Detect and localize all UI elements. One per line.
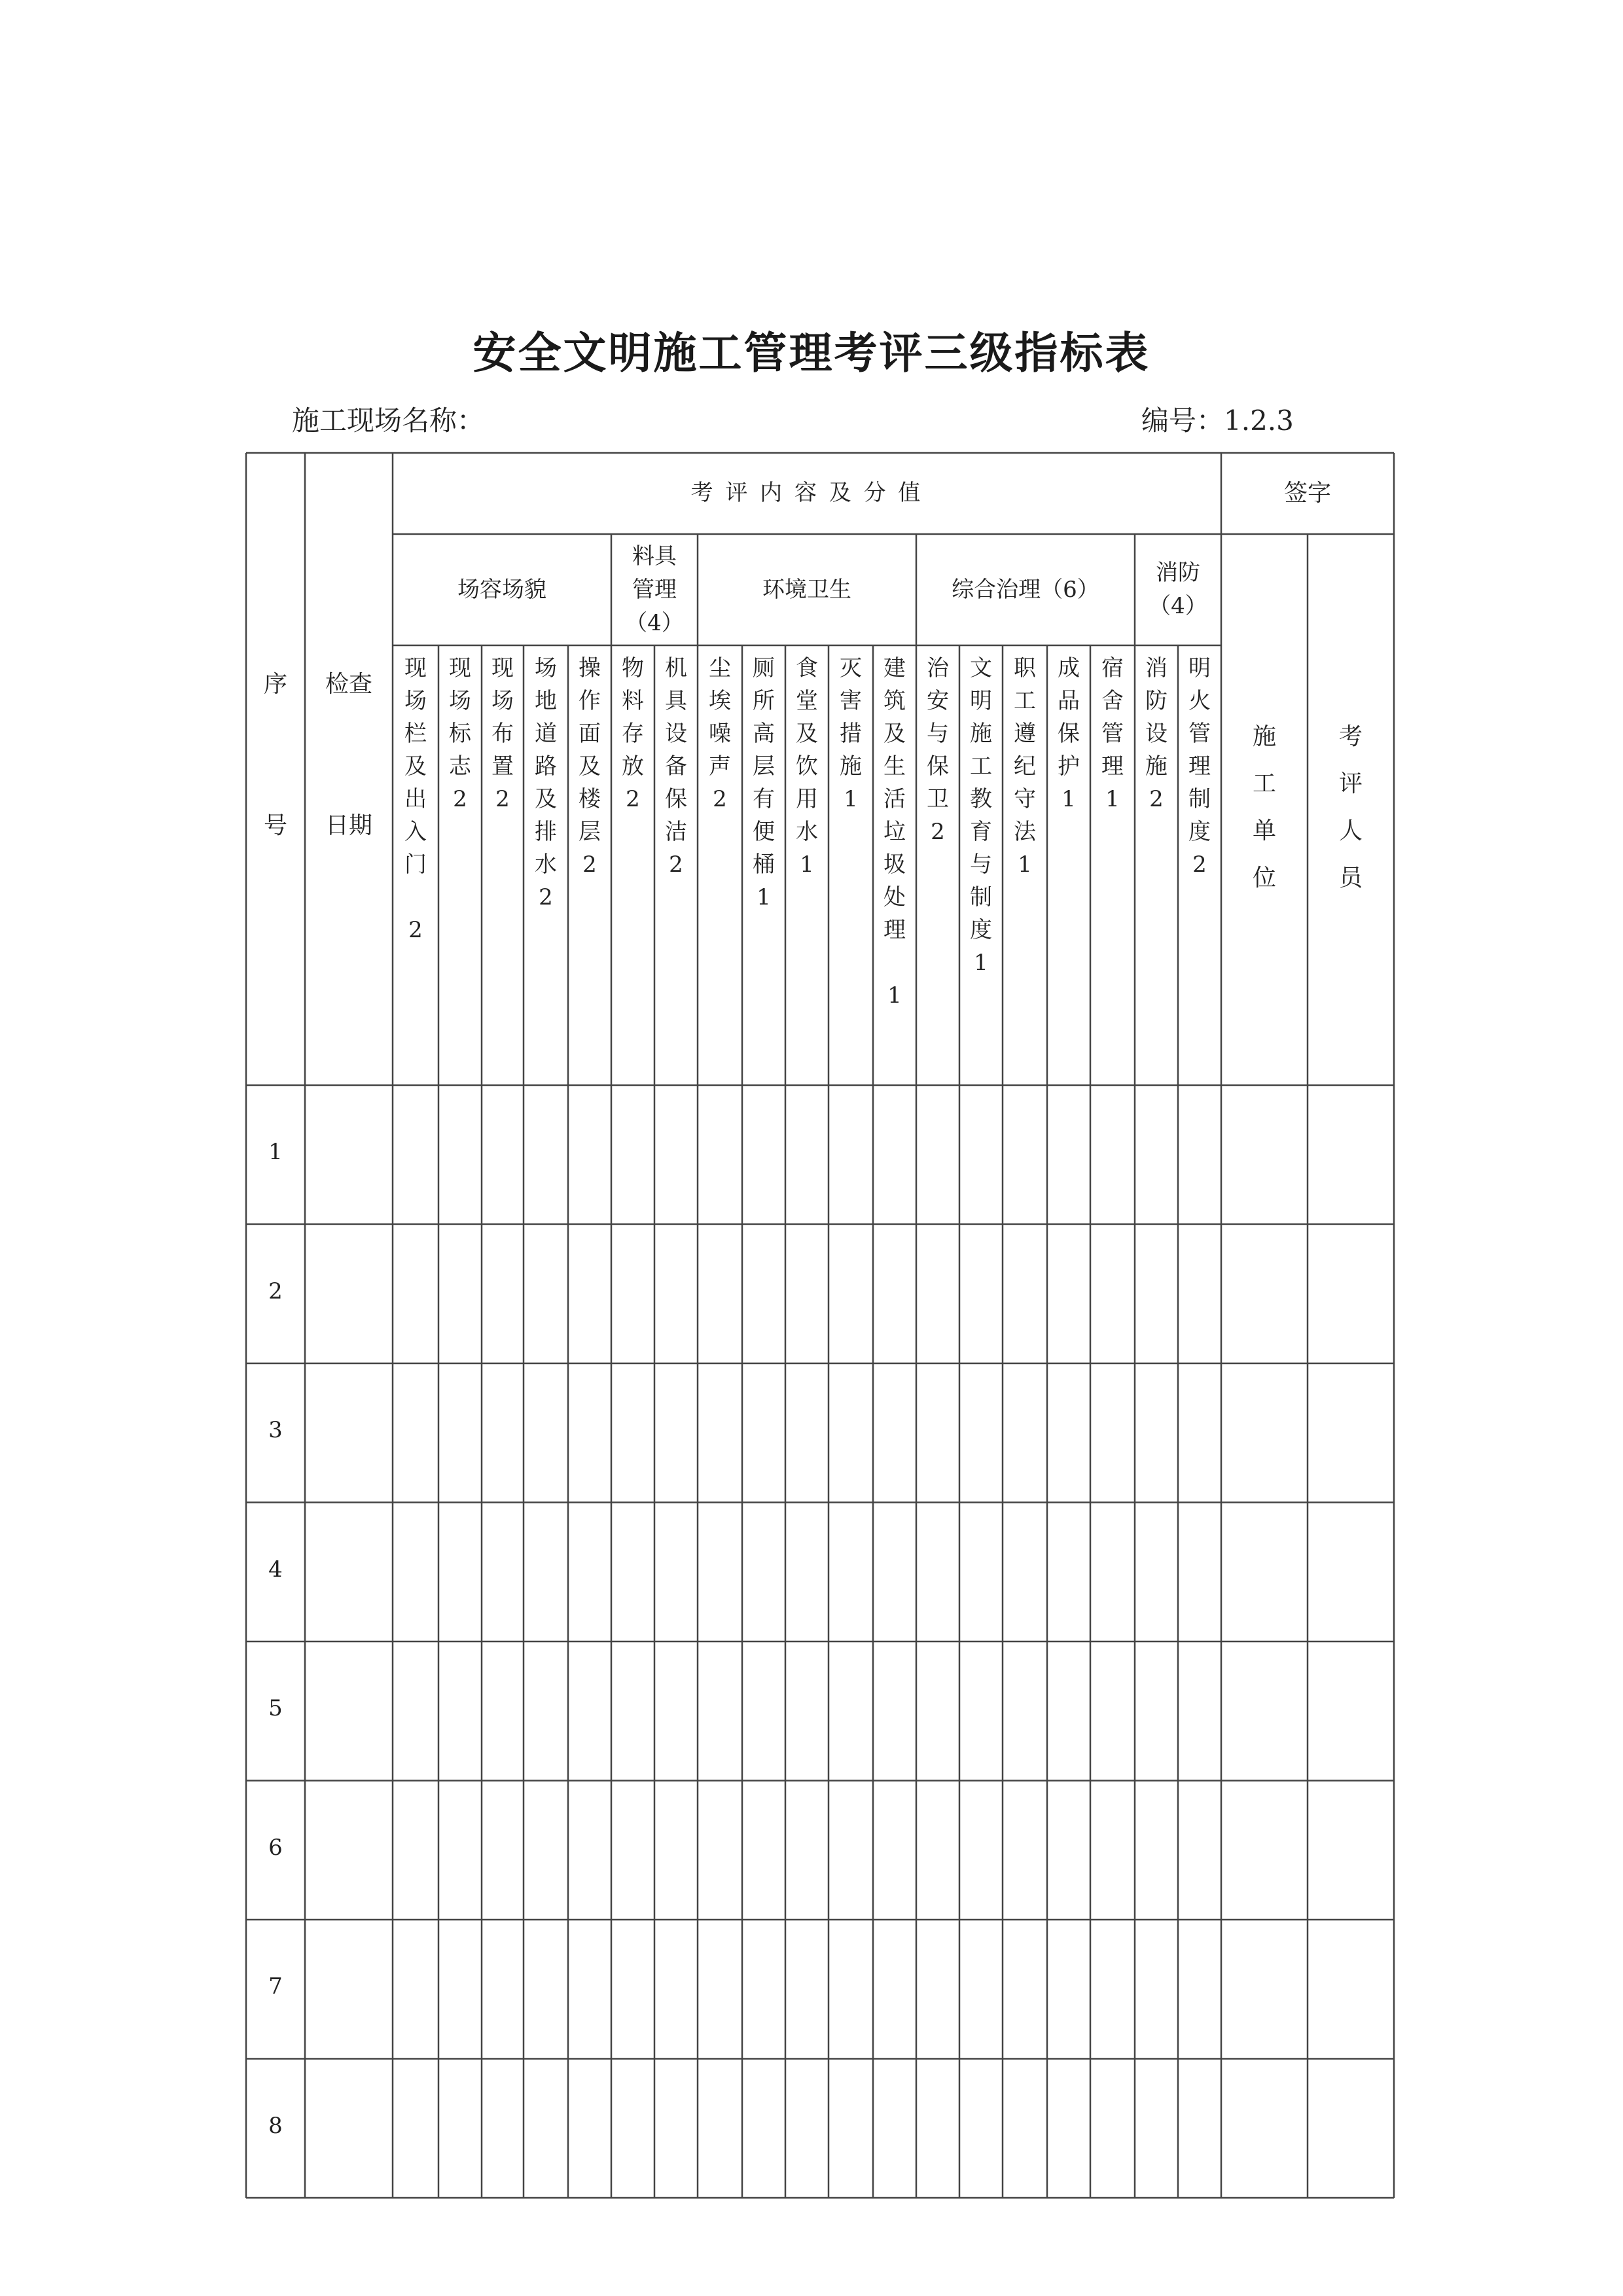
item-header: 尘 埃 噪 声 2	[709, 655, 731, 812]
row-number: 7	[268, 1973, 283, 2000]
item-header: 机 具 设 备 保 洁 2	[665, 655, 687, 878]
item-header: 现 场 布 置 2	[491, 655, 514, 812]
item-header: 场 地 道 路 及 排 水 2	[535, 655, 557, 910]
page-title: 安全文明施工管理考评三级指标表	[473, 328, 1150, 378]
item-header: 明 火 管 理 制 度 2	[1188, 655, 1211, 878]
content-header: 考 评 内 容 及 分 值	[690, 480, 923, 507]
reviewer-header: 考 评 人 员	[1338, 723, 1363, 891]
category-header: 消防 （4）	[1149, 560, 1207, 619]
item-header: 建 筑 及 生 活 垃 圾 处 理 1	[883, 655, 906, 1009]
item-header: 物 料 存 放 2	[622, 655, 644, 812]
item-header: 文 明 施 工 教 育 与 制 度 1	[970, 655, 992, 976]
site-name-label: 施工现场名称：	[292, 404, 485, 437]
item-header: 现 场 标 志 2	[449, 655, 471, 812]
item-header: 厕 所 高 层 有 便 桶 1	[753, 655, 775, 910]
row-number: 5	[268, 1695, 283, 1722]
row-number: 3	[268, 1417, 283, 1444]
row-number: 2	[268, 1278, 283, 1304]
code-value: 1.2.3	[1224, 404, 1294, 437]
row-number: 4	[268, 1556, 283, 1583]
item-header: 消 防 设 施 2	[1145, 655, 1168, 812]
row-number: 6	[268, 1834, 283, 1861]
item-header: 职 工 遵 纪 守 法 1	[1014, 655, 1036, 878]
signature-header: 签字	[1283, 479, 1331, 507]
item-header: 治 安 与 保 卫 2	[927, 655, 949, 845]
date-header: 检查 日期	[325, 671, 372, 839]
category-header: 场容场貌	[457, 576, 546, 603]
item-header: 灭 害 措 施 1	[840, 655, 862, 812]
category-header: 综合治理（6）	[952, 576, 1099, 603]
item-header: 成 品 保 护 1	[1058, 655, 1080, 812]
unit-header: 施 工 单 位	[1252, 723, 1276, 891]
item-header: 食 堂 及 饮 用 水 1	[796, 655, 818, 878]
row-number: 8	[268, 2112, 283, 2139]
item-header: 现 场 栏 及 出 入 门 2	[404, 655, 427, 943]
item-header: 宿 舍 管 理 1	[1101, 655, 1124, 812]
row-number: 1	[268, 1139, 283, 1166]
seq-header: 序 号	[263, 671, 287, 839]
category-header: 环境卫生	[762, 576, 851, 603]
item-header: 操 作 面 及 楼 层 2	[579, 655, 601, 878]
code-label: 编号：	[1141, 404, 1224, 437]
category-header: 料具 管理 （4）	[625, 543, 684, 636]
